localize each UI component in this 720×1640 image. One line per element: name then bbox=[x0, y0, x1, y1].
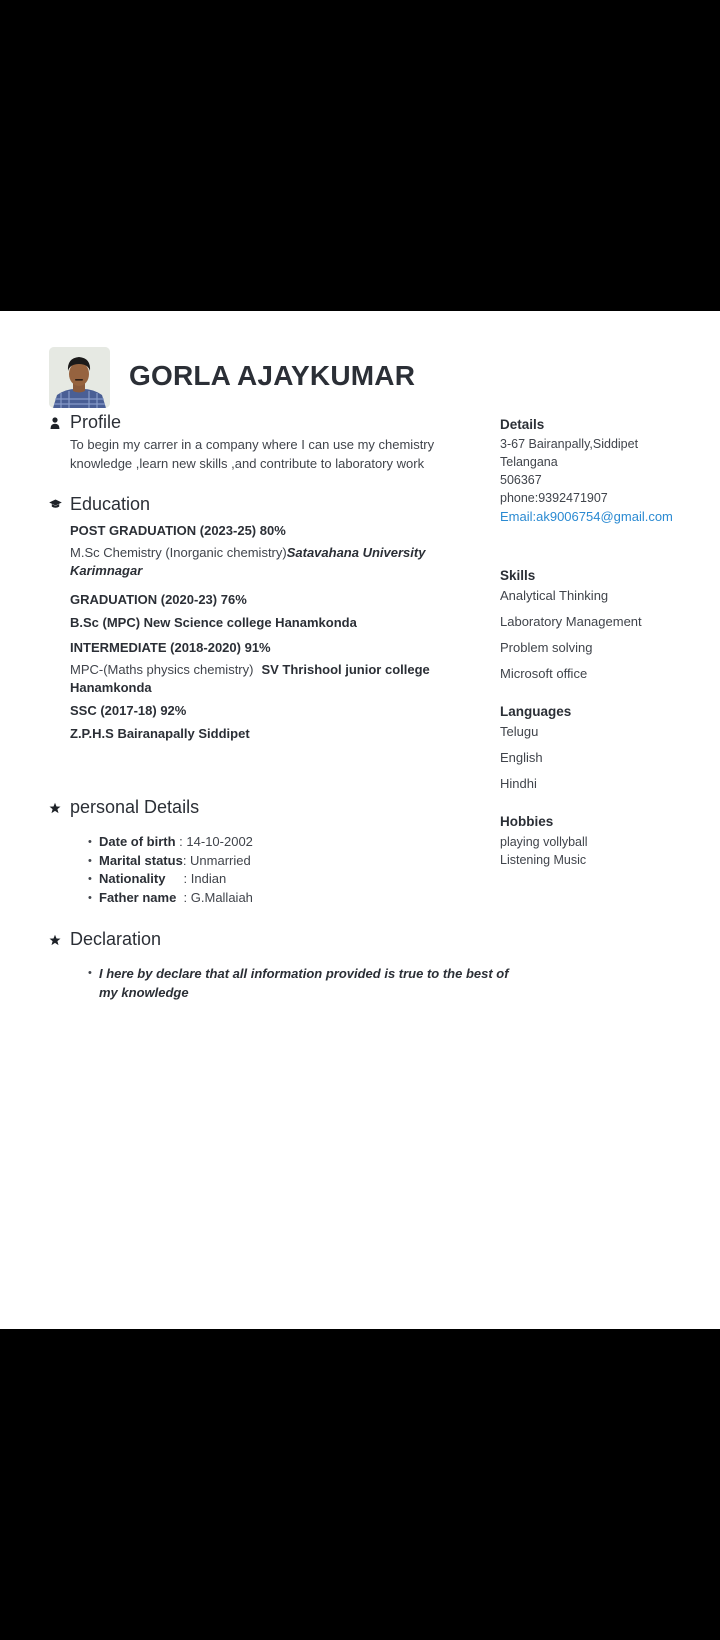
bottom-black-band bbox=[0, 1329, 720, 1640]
language-item: Hindhi bbox=[500, 776, 537, 791]
languages-heading: Languages bbox=[500, 704, 572, 719]
pincode-text: 506367 bbox=[500, 473, 542, 487]
institution-text: SV Thrishool junior college bbox=[261, 662, 430, 677]
education-item-detail: Z.P.H.S Bairanapally Siddipet bbox=[70, 726, 250, 741]
hobby-item: Listening Music bbox=[500, 853, 587, 867]
list-item bbox=[88, 852, 253, 871]
state-text: Telangana bbox=[500, 455, 558, 469]
detail-value: G.Mallaiah bbox=[190, 889, 253, 905]
detail-value: Unmarried bbox=[190, 852, 251, 868]
person-icon bbox=[48, 416, 62, 430]
list-item bbox=[88, 964, 509, 1002]
resume-page bbox=[0, 311, 720, 1329]
skill-item: Analytical Thinking bbox=[500, 588, 609, 603]
profile-text-line-1: To begin my carrer in a company where I can use my chemistry bbox=[70, 437, 435, 452]
detail-label: Marital status bbox=[99, 852, 183, 868]
address-text: 3-67 Bairanpally,Siddipet bbox=[500, 437, 639, 451]
education-item-heading: INTERMEDIATE (2018-2020) 91% bbox=[70, 640, 271, 655]
person-photo-icon bbox=[49, 347, 110, 408]
degree-text: M.Sc Chemistry (Inorganic chemistry) bbox=[70, 545, 287, 560]
education-item-heading: SSC (2017-18) 92% bbox=[70, 703, 187, 718]
skill-item: Laboratory Management bbox=[500, 614, 642, 629]
detail-value: Indian bbox=[190, 871, 227, 886]
list-item bbox=[88, 833, 253, 852]
detail-label: Nationality bbox=[99, 871, 166, 886]
skill-item: Microsoft office bbox=[500, 666, 588, 681]
detail-value: 14-10-2002 bbox=[186, 834, 253, 849]
skills-heading: Skills bbox=[500, 568, 536, 583]
education-heading: Education bbox=[70, 494, 151, 514]
detail-separator: : bbox=[175, 834, 187, 849]
degree-text: MPC-(Maths physics chemistry) bbox=[70, 662, 254, 677]
declaration-heading: Declaration bbox=[70, 929, 162, 949]
list-item bbox=[88, 889, 253, 908]
education-item-location: Karimnagar bbox=[70, 563, 143, 578]
personal-details-list bbox=[88, 833, 253, 907]
profile-heading: Profile bbox=[70, 412, 122, 432]
declaration-text-line-2: my knowledge bbox=[99, 985, 189, 1000]
graduation-cap-icon bbox=[48, 497, 62, 511]
education-item-detail: B.Sc (MPC) New Science college Hanamkonda bbox=[70, 615, 357, 630]
profile-text-line-2: knowledge ,learn new skills ,and contribute to laboratory work bbox=[70, 456, 425, 471]
language-item: English bbox=[500, 750, 543, 765]
star-icon bbox=[48, 801, 62, 815]
detail-separator: : bbox=[176, 889, 191, 905]
education-item-location: Hanamkonda bbox=[70, 680, 152, 695]
star-icon bbox=[48, 933, 62, 947]
list-item bbox=[88, 870, 253, 889]
top-black-band bbox=[0, 0, 720, 311]
hobby-item: playing vollyball bbox=[500, 835, 588, 849]
candidate-name: GORLA AJAYKUMAR bbox=[129, 360, 416, 391]
education-item-detail bbox=[70, 543, 425, 562]
hobbies-heading: Hobbies bbox=[500, 814, 554, 829]
language-item: Telugu bbox=[500, 724, 539, 739]
education-item-heading: GRADUATION (2020-23) 76% bbox=[70, 592, 247, 607]
details-heading: Details bbox=[500, 417, 545, 432]
profile-photo bbox=[49, 347, 110, 408]
skill-item: Problem solving bbox=[500, 640, 593, 655]
institution-text: Satavahana University bbox=[286, 545, 426, 560]
education-item-heading: POST GRADUATION (2023-25) 80% bbox=[70, 523, 286, 538]
education-item-detail bbox=[70, 660, 430, 679]
email-link[interactable]: Email:ak9006754@gmail.com bbox=[500, 509, 673, 524]
detail-separator: : bbox=[182, 852, 191, 868]
declaration-list bbox=[88, 964, 509, 1002]
declaration-text-line-1: I here by declare that all information provided is true to the best of bbox=[99, 966, 509, 981]
detail-label: Date of birth bbox=[99, 834, 176, 849]
personal-details-heading: personal Details bbox=[70, 797, 200, 817]
detail-separator: : bbox=[165, 871, 191, 886]
phone-text: phone:9392471907 bbox=[500, 491, 608, 505]
detail-label: Father name bbox=[99, 889, 177, 905]
